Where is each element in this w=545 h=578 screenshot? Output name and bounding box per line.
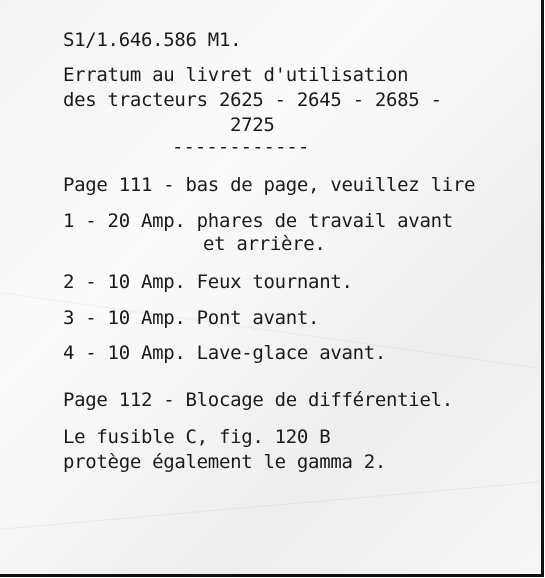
item-4: 4 - 10 Amp. Lave-glace avant.	[63, 342, 387, 364]
note-line-2: protège également le gamma 2.	[63, 451, 387, 473]
item-1-line-2: et arrière.	[203, 233, 326, 255]
paper-crease	[1, 481, 540, 529]
page-112-heading: Page 112 - Blocage de différentiel.	[63, 389, 453, 411]
title-line-1: Erratum au livret d'utilisation	[63, 64, 409, 86]
reference-number: S1/1.646.586 M1.	[63, 29, 242, 51]
page-111-heading: Page 111 - bas de page, veuillez lire	[63, 174, 476, 196]
item-2: 2 - 10 Amp. Feux tournant.	[63, 271, 353, 293]
title-line-3: 2725	[230, 114, 275, 136]
title-line-2: des tracteurs 2625 - 2645 - 2685 -	[63, 89, 442, 111]
separator: ------------	[172, 136, 310, 158]
item-1-line-1: 1 - 20 Amp. phares de travail avant	[63, 210, 453, 232]
item-3: 3 - 10 Amp. Pont avant.	[63, 307, 320, 329]
note-line-1: Le fusible C, fig. 120 B	[63, 426, 331, 448]
